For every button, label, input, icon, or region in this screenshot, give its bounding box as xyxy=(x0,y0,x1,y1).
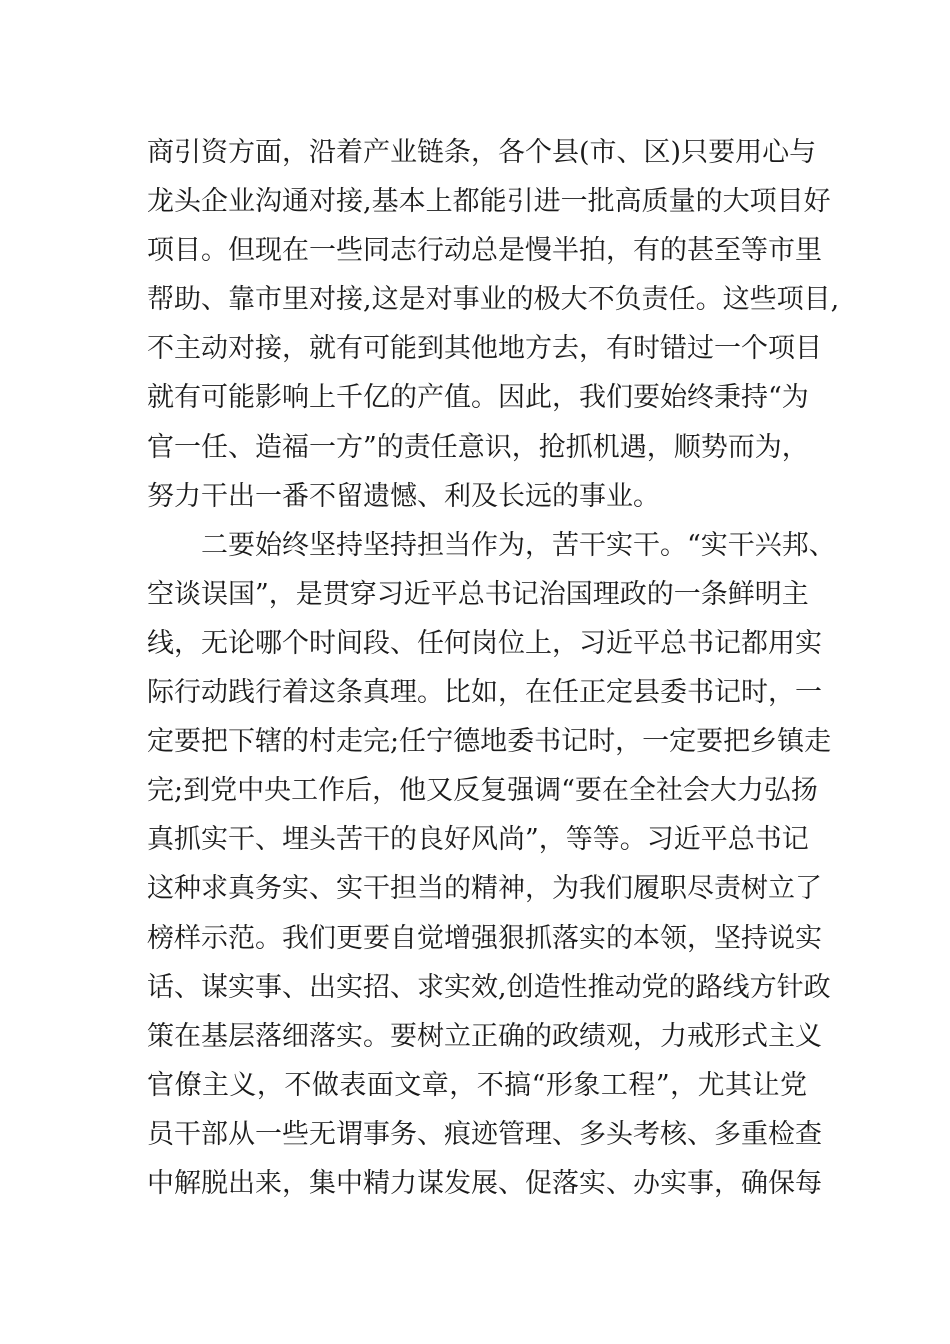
paragraph-start-line: 二要始终坚持坚持担当作为，苦干实干。“实干兴邦、 xyxy=(201,529,836,561)
text-line: 就有可能影响上千亿的产值。因此，我们要始终秉持“为 xyxy=(147,382,809,414)
text-line: 这种求真务实、实干担当的精神，为我们履职尽责树立了 xyxy=(147,873,822,905)
text-line: 话、谋实事、出实招、求实效,创造性推动党的路线方针政 xyxy=(147,971,831,1003)
text-line: 商引资方面，沿着产业链条，各个县(市、区)只要用心与 xyxy=(147,137,817,168)
text-line: 项目。但现在一些同志行动总是慢半拍，有的甚至等市里 xyxy=(147,235,822,267)
text-line: 线，无论哪个时间段、任何岗位上，习近平总书记都用实 xyxy=(147,627,822,659)
text-line: 员干部从一些无谓事务、痕迹管理、多头考核、多重检查 xyxy=(147,1118,822,1150)
body-text xyxy=(147,128,840,1208)
text-line: 策在基层落细落实。要树立正确的政绩观，力戒形式主义 xyxy=(147,1020,822,1052)
text-line: 定要把下辖的村走完;任宁德地委书记时，一定要把乡镇走 xyxy=(147,726,832,758)
text-line: 龙头企业沟通对接,基本上都能引进一批高质量的大项目好 xyxy=(147,186,831,218)
text-line: 际行动践行着这条真理。比如，在任正定县委书记时，一 xyxy=(147,677,822,709)
text-line: 完;到党中央工作后，他又反复强调“要在全社会大力弘扬 xyxy=(147,775,818,807)
text-line: 中解脱出来，集中精力谋发展、促落实、办实事，确保每 xyxy=(147,1167,822,1199)
text-line: 官僚主义，不做表面文章，不搞“形象工程”，尤其让党 xyxy=(147,1069,807,1101)
text-line: 官一任、造福一方”的责任意识，抢抓机遇，顺势而为， xyxy=(147,431,809,463)
text-line: 帮助、靠市里对接,这是对事业的极大不负责任。这些项目, xyxy=(147,284,840,316)
text-line: 真抓实干、埋头苦干的良好风尚”，等等。习近平总书记 xyxy=(147,824,809,856)
text-line: 空谈误国”，是贯穿习近平总书记治国理政的一条鲜明主 xyxy=(147,578,809,610)
text-line: 不主动对接，就有可能到其他地方去，有时错过一个项目 xyxy=(147,333,822,365)
paragraph-end-line: 努力干出一番不留遗憾、利及长远的事业。 xyxy=(147,480,660,512)
text-line: 榜样示范。我们更要自觉增强狠抓落实的本领，坚持说实 xyxy=(147,922,822,954)
